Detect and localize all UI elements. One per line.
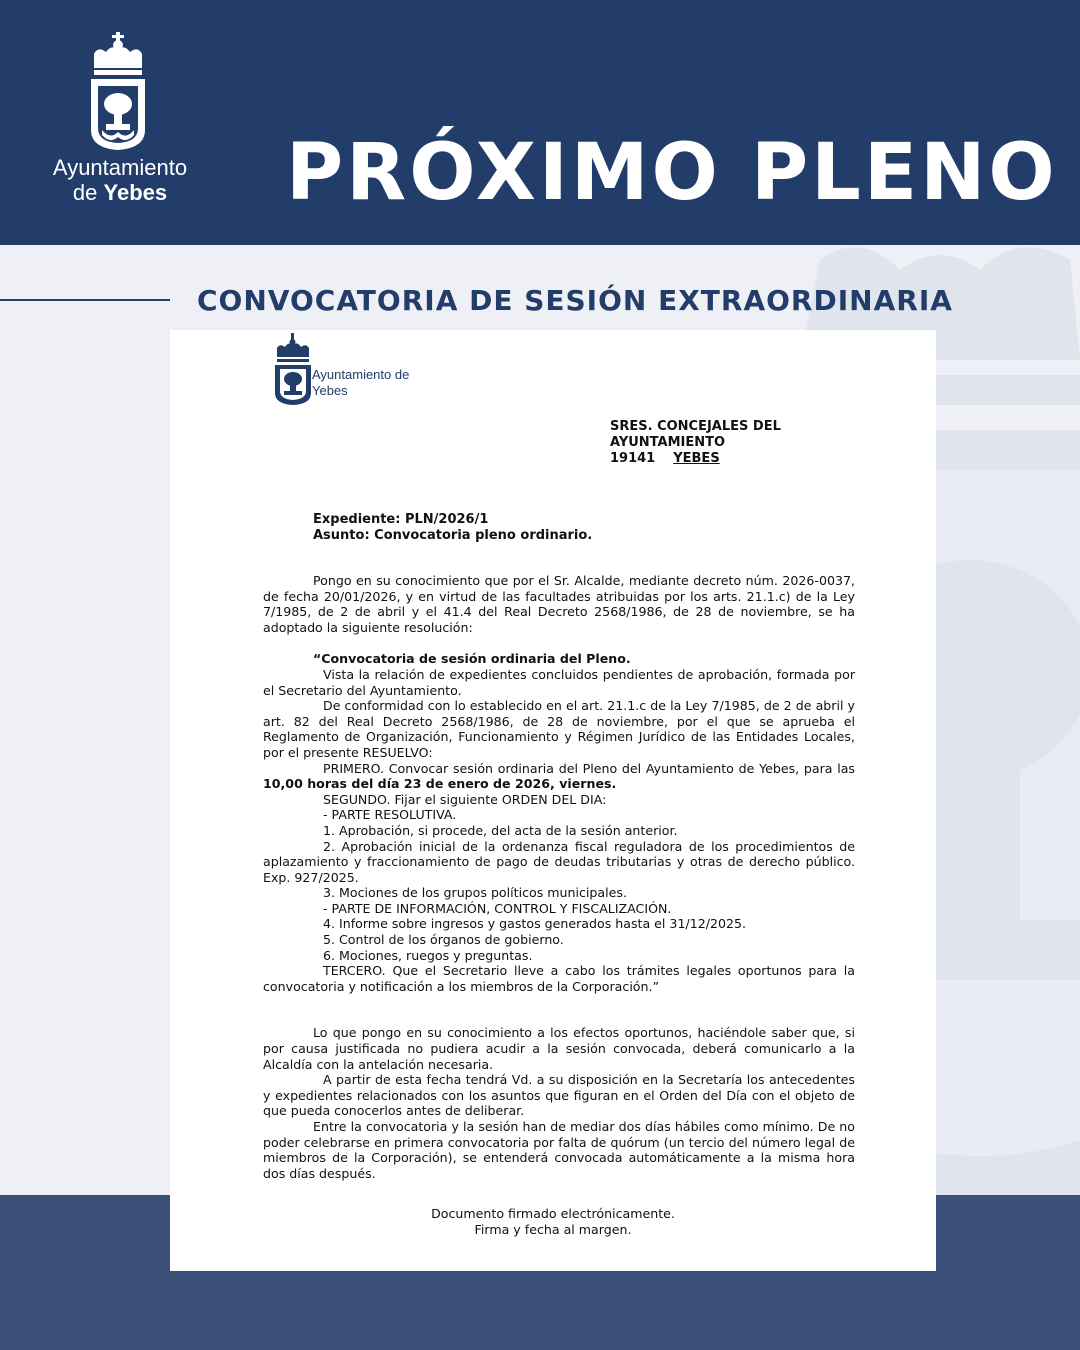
page-title: PRÓXIMO PLENO	[286, 128, 1058, 218]
signature-note: Documento firmado electrónicamente. Firma y fecha al margen.	[431, 1206, 675, 1237]
agenda-item: 3. Mociones de los grupos políticos municipales.	[323, 885, 627, 901]
organization-name: Ayuntamiento de Yebes	[52, 155, 188, 205]
convocatoria-document	[170, 330, 936, 1271]
document-body: Pongo en su conocimiento que por el Sr. Alcalde, mediante decreto núm. 2026-0037, de fecha 20/01/2026, y en virtud de las facultades atribuidas por los arts. 21.1.c) de la Ley 7/1985, de 2 de abril y el 41.4 del Real Decreto 2568/1986, de 28 de noviembre, se ha adoptado la siguiente resolución: “Convocatoria de sesión ordinaria del Pleno. Vista la relación de expedientes concluidos pendientes de aprobación, formada por el Secretario del Ayuntamiento. De conformidad con lo establecido en el art. 21.1.c de la Ley 7/1985, de 2 de abril y art. 82 del Real Decreto 2568/1986, de 28 de noviembre, por el que se aprueba el Reglamento de Organización, Funcionamiento y Régimen Jurídico de las Entidades Locales, por el presente RESUELVO: PRIMERO. Convocar sesión ordinaria del Pleno del Ayuntamiento de Yebes, para las 10,00 horas del día 23 de enero de 2026, viernes. SEGUNDO. Fijar el siguiente ORDEN DEL DIA: - PARTE RESOLUTIVA. 1. Aprobación, si procede, del acta de la sesión anterior. 2. Aprobación inicial de la ordenanza fiscal reguladora de los procedimientos de aplazamiento y fraccionamiento de pago de deudas tributarias y otras de derecho público. Exp. 927/2025. 3. Mociones de los grupos políticos municipales. - PARTE DE INFORMACIÓN, CONTROL Y FISCALIZACIÓN. 4. Informe sobre ingresos y gastos generados hasta el 31/12/2025. 5. Control de los órganos de gobierno. 6. Mociones, ruegos y preguntas. TERCERO. Que el Secretario lleve a cabo los trámites legales oportunos para la convocatoria y notificación a los miembros de la Corporación.” Lo que pongo en su conocimiento a los efectos oportunos, haciéndole saber que, si por causa justificada no pudiera acudir a la sesión convocada, deberá comunicarlo a la Alcaldía con la antelación necesaria. A partir de esta fecha tendrá Vd. a su disposición en la Secretaría los antecedentes y expedientes relacionados con los asuntos que figuran en el Orden del Día con el objeto de que pueda conocerlos antes de deliberar. Entre la convocatoria y la sesión han de mediar dos días hábiles como mínimo. De no poder celebrarse en primera convocatoria por falta de quórum (un tercio del número legal de miembros de la Corporación), se entenderá convocada automáticamente a la misma hora dos días después.	[263, 573, 855, 1181]
agenda-item: 2. Aprobación inicial de la ordenanza fiscal reguladora de los procedimientos de aplazamiento y fraccionamiento de pago de deudas tributarias y otras de derecho público. Exp. 927/2025.	[263, 838, 855, 885]
recipient-address: SRES. CONCEJALES DEL AYUNTAMIENTO 19141 YEBES	[610, 419, 781, 466]
agenda-item: 4. Informe sobre ingresos y gastos generados hasta el 31/12/2025.	[323, 916, 747, 932]
document-logo-icon	[273, 333, 313, 405]
subtitle: CONVOCATORIA DE SESIÓN EXTRAORDINARIA	[197, 284, 953, 317]
document-logo-text: Ayuntamiento de Yebes	[312, 367, 410, 398]
agenda-item: 6. Mociones, ruegos y preguntas.	[323, 947, 533, 963]
subtitle-divider	[0, 299, 170, 301]
agenda-item: 5. Control de los órganos de gobierno.	[323, 932, 564, 948]
resolution-title: “Convocatoria de sesión ordinaria del Pleno.	[313, 651, 631, 667]
expediente-block: Expediente: PLN/2026/1 Asunto: Convocatoria pleno ordinario.	[313, 512, 593, 543]
header-banner	[0, 0, 1080, 245]
intro-paragraph: Pongo en su conocimiento que por el Sr. Alcalde, mediante decreto núm. 2026-0037, de fecha 20/01/2026, y en virtud de las facultades atribuidas por los arts. 21.1.c) de la Ley 7/1985, de 2 de abril y el 41.4 del Real Decreto 2568/1986, de 28 de noviembre, se ha adoptado la siguiente resolución:	[263, 573, 855, 635]
agenda-item: 1. Aprobación, si procede, del acta de la sesión anterior.	[323, 822, 678, 838]
yebes-coat-of-arms-logo	[88, 32, 148, 152]
